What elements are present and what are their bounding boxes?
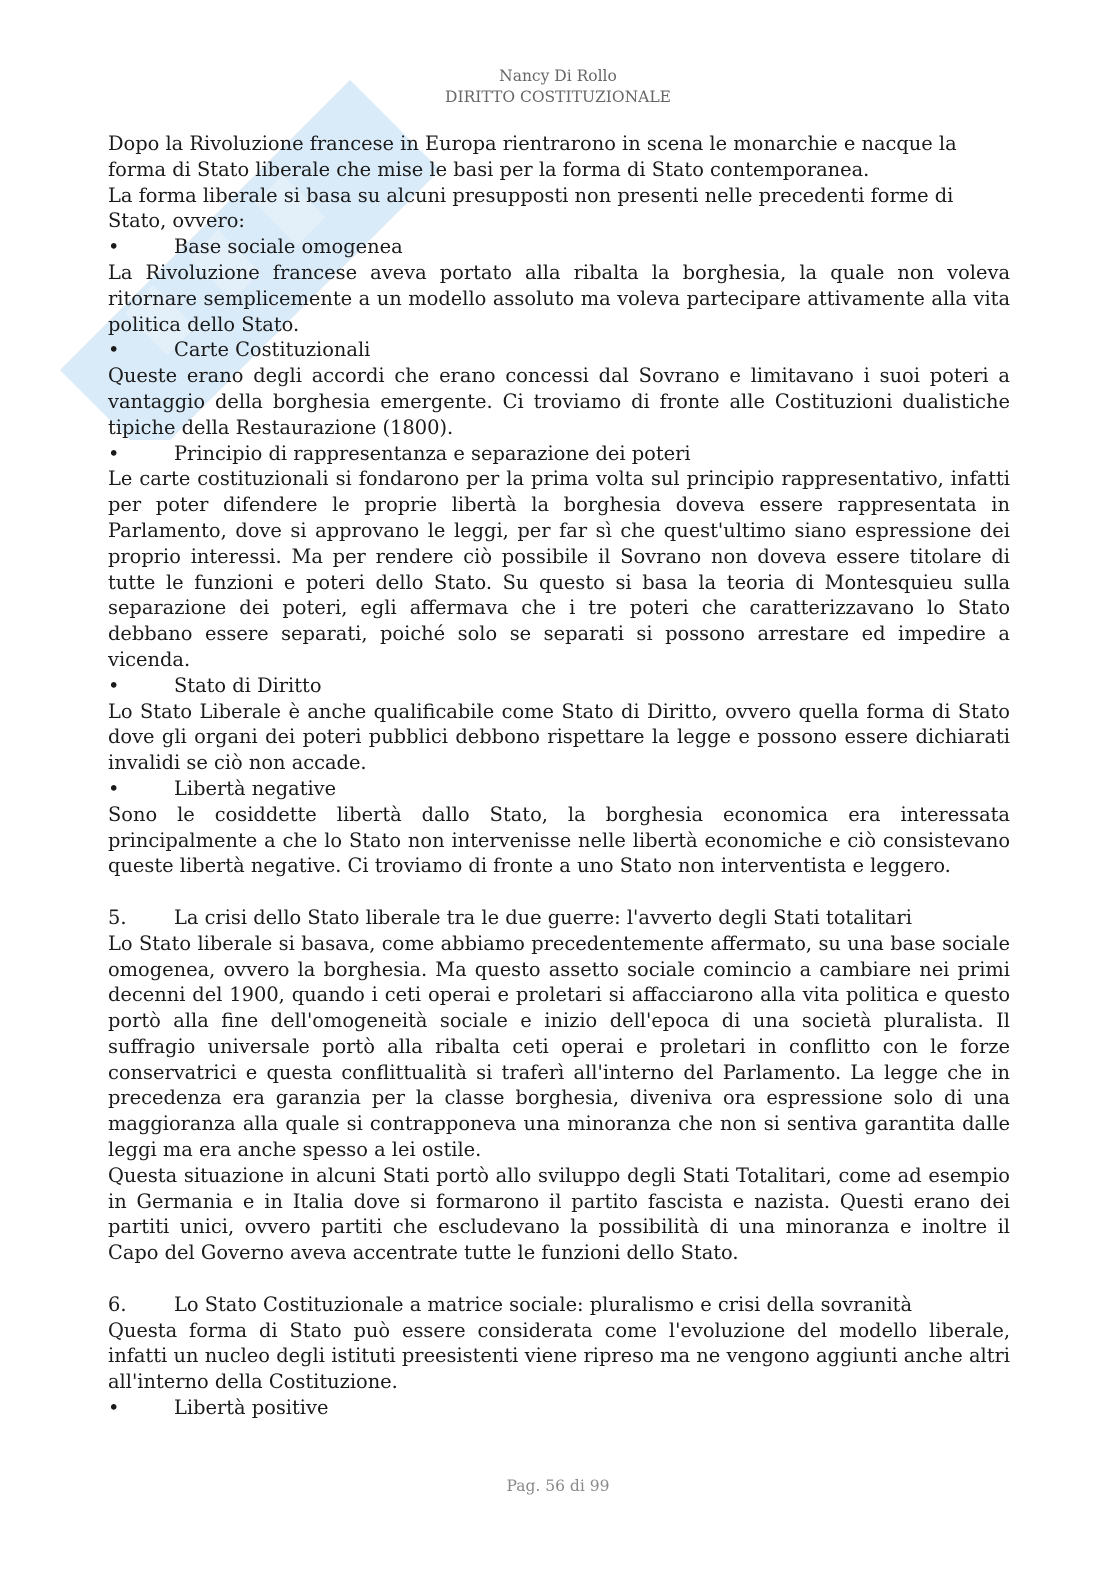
bullet-item [108,673,1010,699]
section-number: 6. [108,1292,127,1316]
section-number: 5. [108,905,127,929]
bullet-label: Stato di Diritto [174,673,322,697]
paragraph: Lo Stato liberale si basava, come abbiamo precedentemente affermato, su una base sociale omogenea, ovvero la borghesia. Ma questo assetto sociale comincio a cambiare nei primi decenni del 1900, quando i ceti operai e proletari si affacciarono alla vita politica e questo portò alla fine dell'omogeneità sociale e inizio dell'epoca di una società pluralista. Il suffragio universale portò alla ribalta ceti operai e proletari in conflitto con le forze conservatrici e questa conflittualità si traferì all'interno del Parlamento. La legge che in precedenza era garanzia per la classe borghesia, diveniva ora espressione solo di una maggioranza alla quale si contrapponeva una minoranza che non si sentiva garantita dalle leggi ma era anche spesso a lei ostile. [108,931,1010,1162]
section-title: La crisi dello Stato liberale tra le due guerre: l'avverto degli Stati totalitari [174,905,912,929]
bullet-icon: • [108,1396,120,1420]
spacer [108,1266,1010,1292]
document-body [108,131,1010,1421]
paragraph: Questa situazione in alcuni Stati portò allo sviluppo degli Stati Totalitari, come ad esempio in Germania e in Italia dove si formarono il partito fascista e nazista. Questi erano dei partiti unici, ovvero partiti che escludevano la possibilità di una minoranza e inoltre il Capo del Governo aveva accentrate tutte le funzioni dello Stato. [108,1163,1010,1265]
paragraph: La Rivoluzione francese aveva portato alla ribalta la borghesia, la quale non voleva ritornare semplicemente a un modello assoluto ma voleva partecipare attivamente alla vita politica dello Stato. [108,260,1010,336]
paragraph: Sono le cosiddette libertà dallo Stato, la borghesia economica era interessata principalmente a che lo Stato non intervenisse nelle libertà economiche e ciò consistevano queste libertà negative. Ci troviamo di fronte a uno Stato non interventista e leggero. [108,802,1010,878]
bullet-item [108,441,1010,467]
bullet-label: Base sociale omogenea [174,235,403,259]
paragraph: Lo Stato Liberale è anche qualificabile come Stato di Diritto, ovvero quella forma di Stato dove gli organi dei poteri pubblici debbono rispettare la legge e possono essere dichiarati invalidi se ciò non accade. [108,699,1010,775]
paragraph: Questa forma di Stato può essere considerata come l'evoluzione del modello liberale, infatti un nucleo degli istituti preesistenti viene ripreso ma ne vengono aggiunti anche altri all'interno della Costituzione. [108,1318,1010,1394]
spacer [108,879,1010,905]
page-number: Pag. 56 di 99 [506,1477,610,1495]
section-title: Lo Stato Costituzionale a matrice sociale: pluralismo e crisi della sovranità [174,1292,913,1316]
header-course: DIRITTO COSTITUZIONALE [445,88,671,106]
bullet-item [108,1395,1010,1421]
bullet-label: Libertà negative [174,776,337,800]
page-header [0,66,1116,108]
bullet-icon: • [108,673,120,697]
paragraph: Dopo la Rivoluzione francese in Europa rientrarono in scena le monarchie e nacque la forma di Stato liberale che mise le basi per la forma di Stato contemporanea. [108,132,957,181]
bullet-item [108,337,1010,363]
paragraph: La forma liberale si basa su alcuni presupposti non presenti nelle precedenti forme di Stato, ovvero: [108,183,954,233]
bullet-icon: • [108,235,120,259]
bullet-icon: • [108,776,120,800]
paragraph: Le carte costituzionali si fondarono per la prima volta sul principio rappresentativo, infatti per poter difendere le proprie libertà la borghesia doveva essere rappresentata in Parlamento, dove si approvano le leggi, per far sì che quest'ultimo siano espressione dei proprio interessi. Ma per rendere ciò possibile il Sovrano non doveva essere titolare di tutte le funzioni e poteri dello Stato. Su questo si basa la teoria di Montesquieu sulla separazione dei poteri, egli affermava che i tre poteri che caratterizzavano lo Stato debbano essere separati, poiché solo se separati si possono arrestare ed impedire a vicenda. [108,467,1010,671]
bullet-item [108,776,1010,802]
bullet-label: Principio di rappresentanza e separazione dei poteri [174,441,691,465]
bullet-icon: • [108,338,120,362]
bullet-icon: • [108,441,120,465]
bullet-label: Libertà positive [174,1396,329,1420]
section-heading [108,1292,1010,1318]
section-heading [108,905,1010,931]
bullet-item [108,234,1010,260]
paragraph: Queste erano degli accordi che erano concessi dal Sovrano e limitavano i suoi poteri a vantaggio della borghesia emergente. Ci troviamo di fronte alle Costituzioni dualistiche tipiche della Restaurazione (1800). [108,364,1010,439]
header-author: Nancy Di Rollo [499,67,617,85]
bullet-label: Carte Costituzionali [174,338,371,362]
